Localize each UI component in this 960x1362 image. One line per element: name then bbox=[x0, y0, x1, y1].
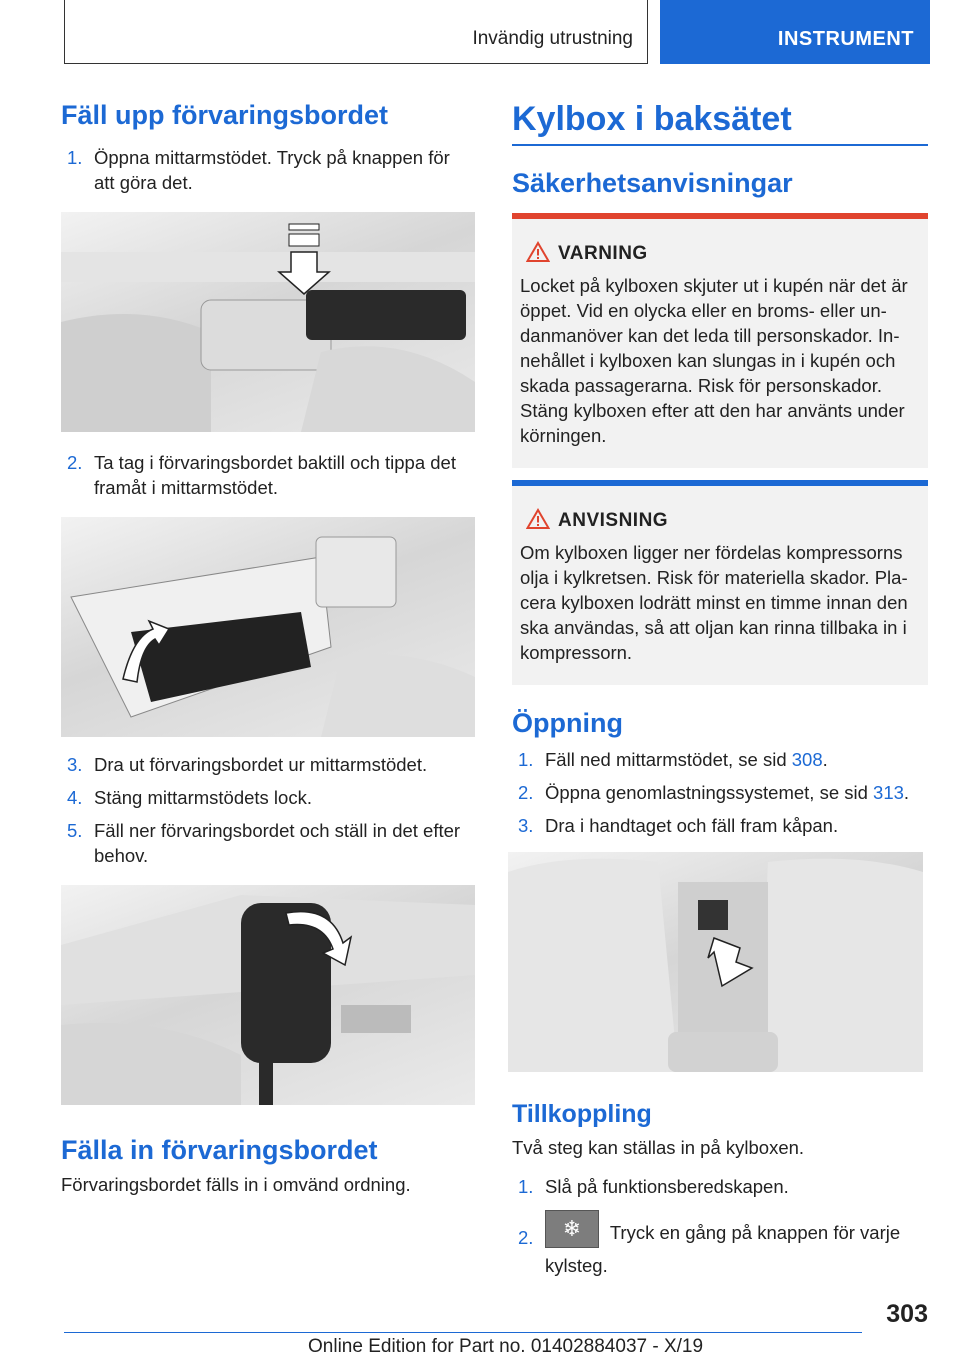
title-divider bbox=[512, 144, 928, 146]
step-text: Stäng mittarmstödets lock. bbox=[94, 787, 312, 808]
page-link-313[interactable]: 313 bbox=[873, 782, 904, 803]
section-title: Invändig utrustning bbox=[472, 28, 633, 49]
folded-table-illustration bbox=[61, 885, 475, 1105]
header-section-frame bbox=[64, 0, 648, 64]
warning-title: VARNING bbox=[558, 243, 648, 264]
heading-fold-in-table: Fälla in förvaringsbordet bbox=[61, 1135, 378, 1165]
list-item bbox=[512, 747, 928, 772]
notice-bar bbox=[512, 480, 928, 486]
heading-opening: Öppning bbox=[512, 708, 623, 738]
chapter-title: INSTRUMENT bbox=[777, 28, 914, 50]
opening-section bbox=[512, 708, 928, 838]
step-number: 2. bbox=[518, 782, 534, 803]
step-number: 3. bbox=[518, 815, 534, 836]
warning-bar bbox=[512, 213, 928, 219]
warning-box bbox=[512, 213, 928, 468]
step-text: Ta tag i förvaringsbordet baktill och tippa det framåt i mittarmstödet. bbox=[94, 452, 456, 498]
step-number: 4. bbox=[67, 787, 83, 808]
notice-title: ANVISNING bbox=[558, 510, 669, 531]
storage-table-photo bbox=[61, 517, 475, 737]
step-number: 2. bbox=[67, 452, 83, 473]
list-item bbox=[61, 752, 475, 777]
notice-text: Om kylboxen ligger ner fördelas kompressorns olja i kylkretsen. Risk för materiella skador. Placera kylboxen lodrätt minst en timme innan den ska användas, så att oljan kan rinna tillbaka in i kompressorn. bbox=[520, 542, 908, 663]
footer-divider bbox=[64, 1332, 862, 1333]
period: . bbox=[822, 749, 828, 770]
left-column bbox=[61, 100, 475, 1197]
step-text: Dra i handtaget och fäll fram kåpan. bbox=[545, 815, 839, 836]
step-text: Fäll ned mittarmstödet, se sid bbox=[545, 749, 792, 770]
step-number: 1. bbox=[67, 147, 83, 168]
page-header bbox=[64, 0, 930, 66]
cooler-photo bbox=[508, 852, 923, 1072]
list-item bbox=[512, 1215, 928, 1278]
switching-intro: Två steg kan ställas in på kylboxen. bbox=[512, 1137, 805, 1158]
page-title: Kylbox i baksätet bbox=[512, 100, 792, 138]
warning-triangle-icon bbox=[526, 508, 550, 530]
list-item bbox=[61, 450, 475, 500]
step-number: 2. bbox=[518, 1227, 534, 1248]
step-text: Tryck en gång på knappen för varje kylsteg. bbox=[545, 1221, 901, 1276]
folded-table-photo bbox=[61, 885, 475, 1105]
list-item bbox=[512, 780, 928, 805]
list-item bbox=[61, 818, 475, 868]
storage-table-illustration bbox=[61, 517, 475, 737]
step-number: 1. bbox=[518, 749, 534, 770]
list-item bbox=[512, 1174, 928, 1199]
list-item bbox=[61, 145, 475, 195]
list-item bbox=[512, 813, 928, 838]
step-text: Fäll ner förvaringsbordet och ställ in det efter behov. bbox=[94, 820, 461, 866]
notice-box bbox=[512, 480, 928, 685]
step-text: Dra ut förvaringsbordet ur mittarmstödet. bbox=[94, 754, 428, 775]
right-column bbox=[512, 100, 928, 199]
chapter-tab[interactable] bbox=[660, 0, 930, 64]
armrest-photo bbox=[61, 212, 475, 432]
footer-edition: Online Edition for Part no. 01402884037 - X/19 bbox=[308, 1336, 704, 1357]
step-text: Öppna mittarmstödet. Tryck på knappen för att göra det. bbox=[94, 147, 450, 193]
page-link-308[interactable]: 308 bbox=[791, 749, 823, 770]
page-number: 303 bbox=[886, 1300, 928, 1328]
cooler-illustration bbox=[508, 852, 923, 1072]
list-item bbox=[61, 785, 475, 810]
step-text: Öppna genomlastningssystemet, se sid bbox=[545, 782, 874, 803]
period: . bbox=[903, 782, 910, 803]
switching-section bbox=[512, 1100, 928, 1278]
step-number: 1. bbox=[518, 1176, 534, 1197]
step-text: Slå på funktionsberedskapen. bbox=[545, 1176, 789, 1197]
snowflake-icon[interactable]: ❄ bbox=[545, 1210, 599, 1248]
armrest-illustration bbox=[61, 212, 475, 432]
heading-safety: Säkerhetsanvisningar bbox=[512, 167, 793, 198]
step-number: 5. bbox=[67, 820, 83, 841]
warning-text: Locket på kylboxen skjuter ut i kupén när det är öppet. Vid en olycka eller en broms- eller undanmanöver kan det leda till personskador. Innehållet i kylboxen kan slungas in i kupén och skada passagerarna. Risk för personskador. Stäng kylboxen efter att den har använts under körningen. bbox=[520, 275, 908, 446]
warning-triangle-icon bbox=[526, 241, 550, 263]
heading-switching: Tillkoppling bbox=[512, 1100, 652, 1128]
heading-unfold-table: Fäll upp förvaringsbordet bbox=[61, 100, 389, 130]
step-number: 3. bbox=[67, 754, 83, 775]
fold-in-text: Förvaringsbordet fälls in i omvänd ordning. bbox=[61, 1174, 411, 1195]
